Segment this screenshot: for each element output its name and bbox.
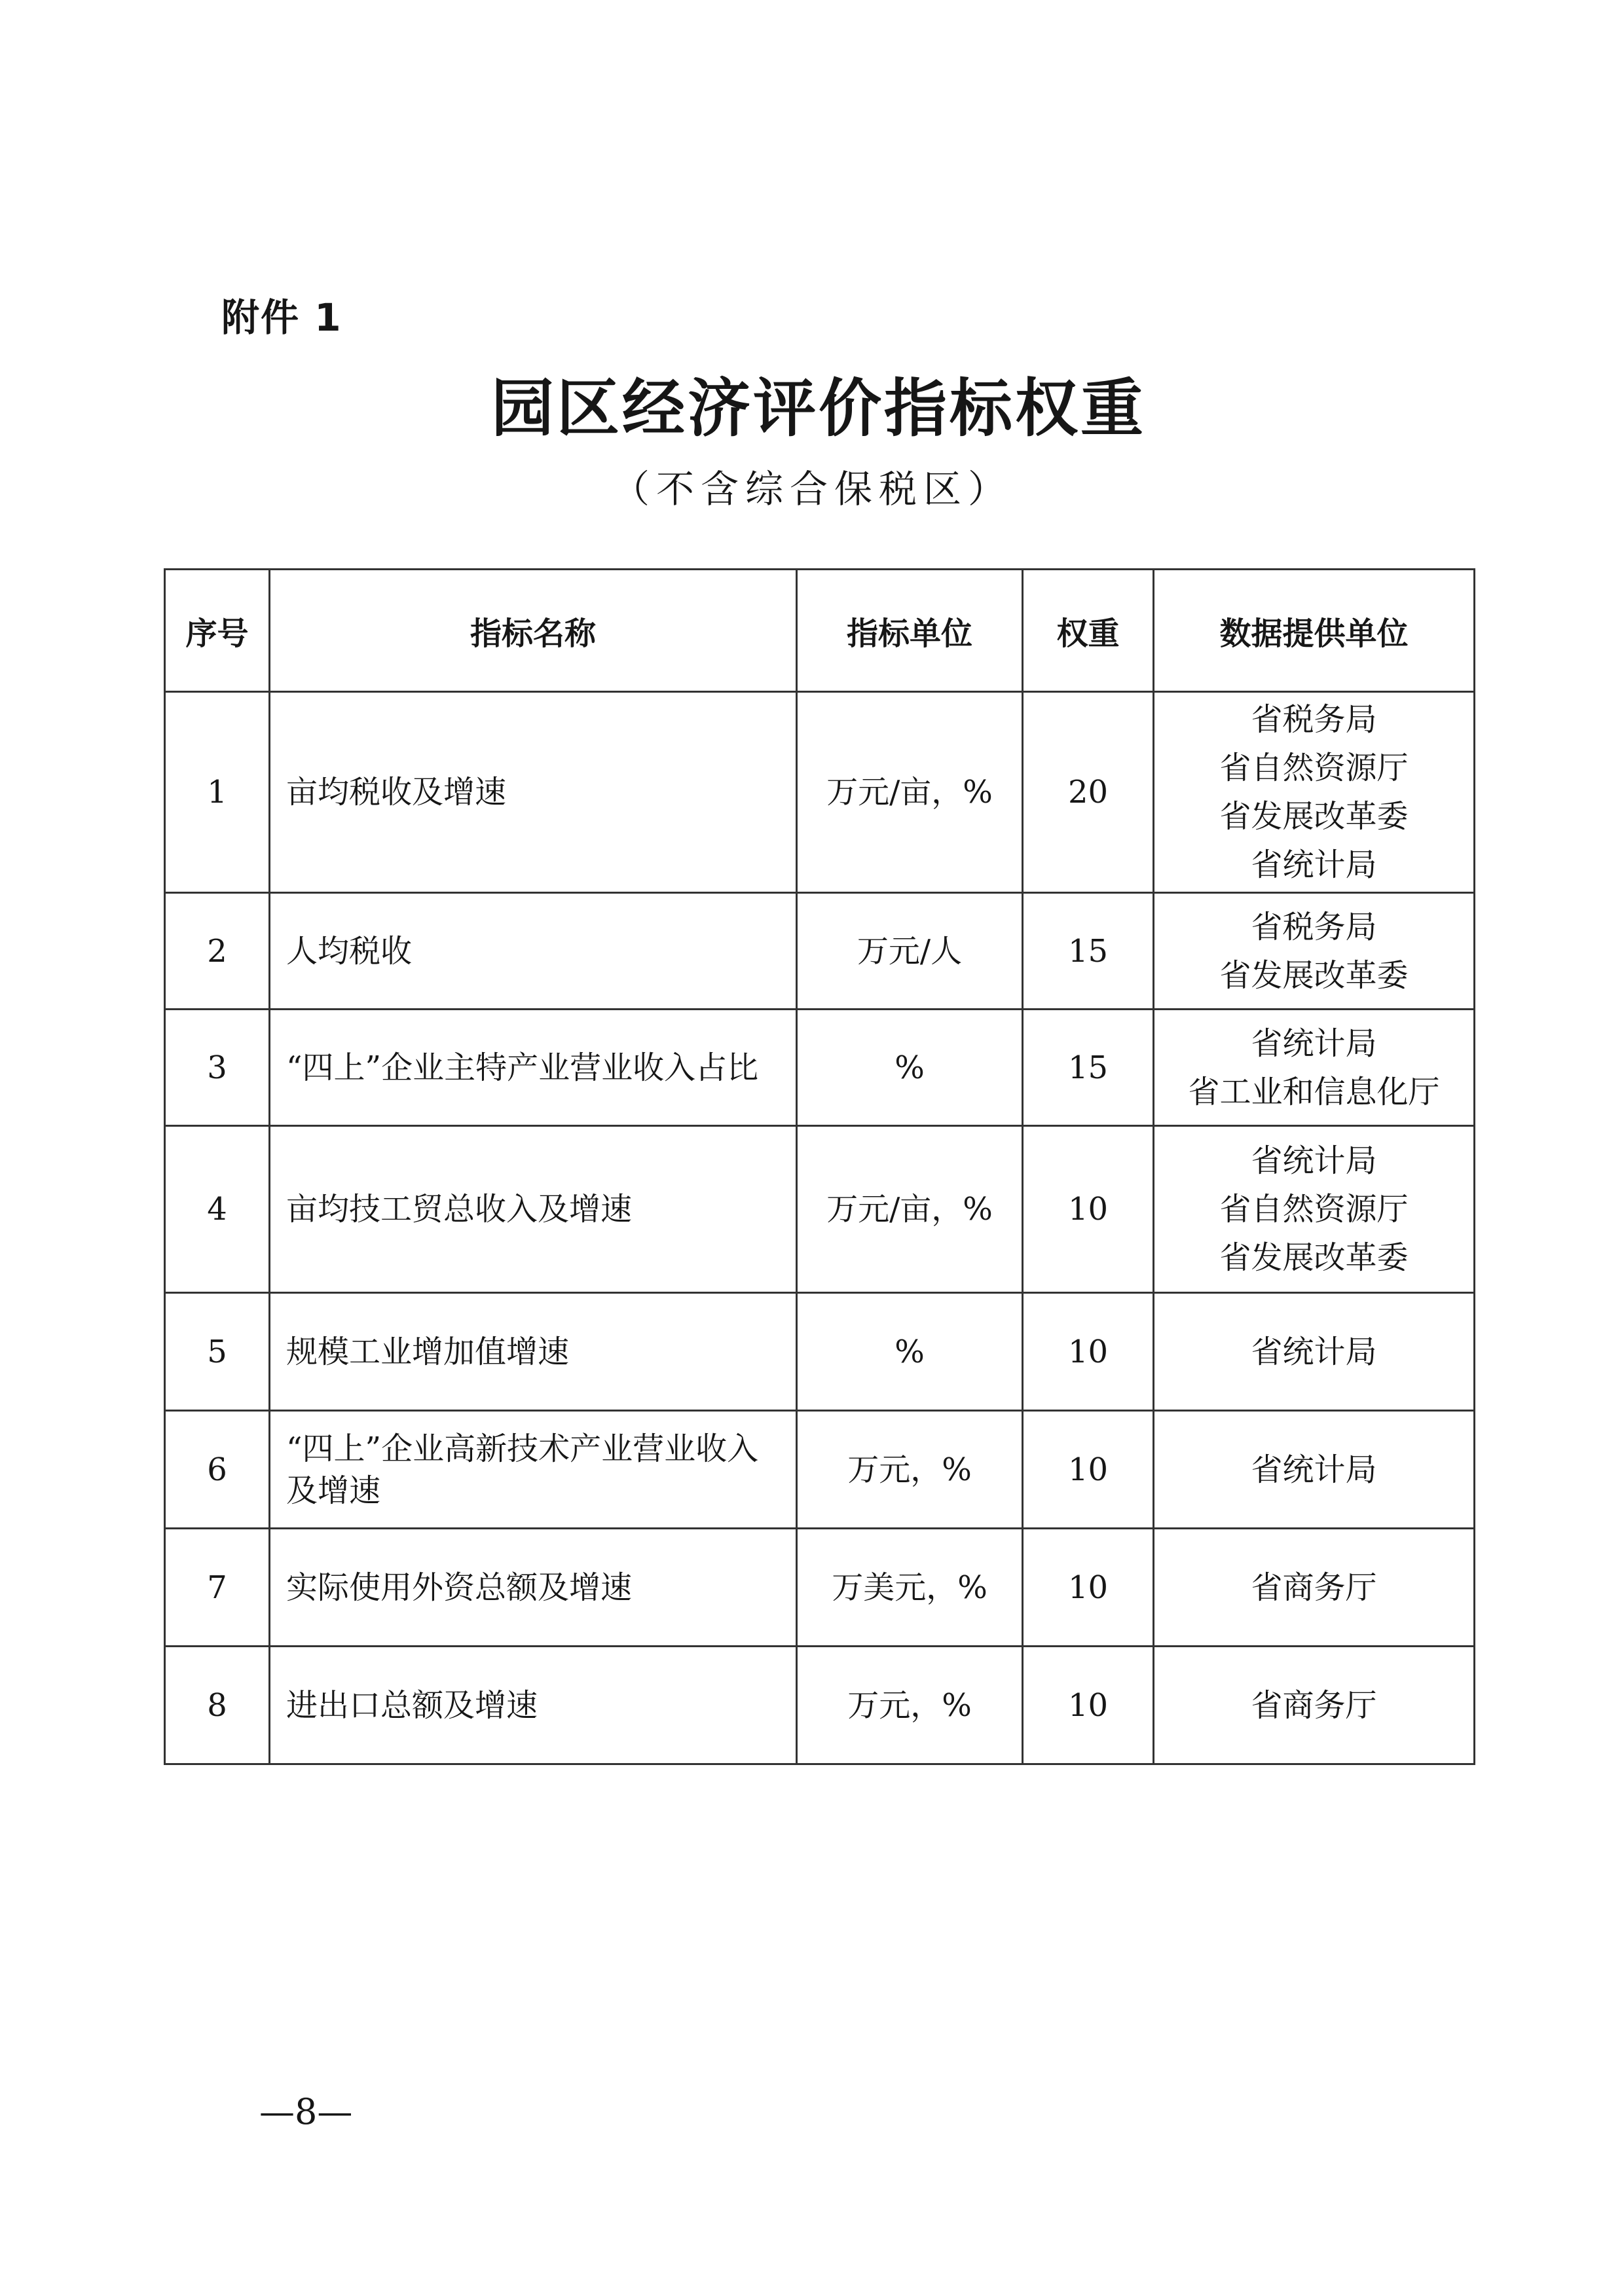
data-provider-cell [1154, 1126, 1475, 1293]
indicator-weight: 15 [1023, 1010, 1154, 1126]
table-row [165, 893, 1475, 1010]
data-provider-cell [1154, 1293, 1475, 1411]
data-provider: 省发展改革委 [1219, 957, 1409, 994]
row-number: 5 [165, 1293, 270, 1411]
table-row [165, 1647, 1475, 1764]
indicator-name: “四上”企业高新技术产业营业收入及增速 [270, 1411, 797, 1529]
indicator-weight: 15 [1023, 893, 1154, 1010]
data-provider-cell [1154, 692, 1475, 893]
attachment-label: 附件 1 [221, 295, 342, 340]
table-row [165, 1529, 1475, 1647]
data-provider: 省统计局 [1251, 847, 1377, 883]
data-provider: 省统计局 [1251, 1142, 1377, 1179]
header-indicator-name: 指标名称 [270, 570, 797, 692]
indicator-name: 进出口总额及增速 [270, 1647, 797, 1764]
data-provider: 省税务局 [1251, 701, 1377, 738]
data-provider: 省自然资源厅 [1219, 750, 1409, 786]
data-provider: 省发展改革委 [1219, 798, 1409, 835]
indicator-unit: 万元/亩，% [797, 1126, 1023, 1293]
indicator-unit: 万元/人 [797, 893, 1023, 1010]
table-row [165, 1126, 1475, 1293]
header-weight: 权重 [1023, 570, 1154, 692]
indicator-unit: 万元/亩，% [797, 692, 1023, 893]
row-number: 7 [165, 1529, 270, 1647]
data-provider-cell [1154, 1529, 1475, 1647]
data-provider: 省统计局 [1251, 1451, 1377, 1488]
document-subtitle: （不含综合保税区） [611, 467, 1012, 511]
data-provider: 省统计局 [1251, 1025, 1377, 1062]
data-provider: 省统计局 [1251, 1333, 1377, 1370]
data-provider: 省工业和信息化厅 [1188, 1073, 1440, 1110]
row-number: 1 [165, 692, 270, 893]
indicator-weight: 20 [1023, 692, 1154, 893]
table-row [165, 1411, 1475, 1529]
indicator-name: 实际使用外资总额及增速 [270, 1529, 797, 1647]
data-provider: 省税务局 [1251, 908, 1377, 945]
indicator-unit: % [797, 1010, 1023, 1126]
indicator-weight: 10 [1023, 1411, 1154, 1529]
indicator-weight: 10 [1023, 1126, 1154, 1293]
data-provider: 省自然资源厅 [1219, 1191, 1409, 1228]
row-number: 8 [165, 1647, 270, 1764]
indicator-unit: 万元，% [797, 1411, 1023, 1529]
table-header-row [165, 570, 1475, 692]
header-serial-number: 序号 [165, 570, 270, 692]
indicator-weight: 10 [1023, 1529, 1154, 1647]
indicator-unit: 万元，% [797, 1647, 1023, 1764]
table-row [165, 1293, 1475, 1411]
indicator-weight: 10 [1023, 1647, 1154, 1764]
table-row [165, 692, 1475, 893]
row-number: 2 [165, 893, 270, 1010]
indicator-name: 亩均税收及增速 [270, 692, 797, 893]
document-title: 园区经济评价指标权重 [491, 371, 1146, 445]
data-provider-cell [1154, 893, 1475, 1010]
indicator-name: 亩均技工贸总收入及增速 [270, 1126, 797, 1293]
row-number: 4 [165, 1126, 270, 1293]
data-provider-cell [1154, 1010, 1475, 1126]
data-provider: 省商务厅 [1251, 1686, 1377, 1724]
indicator-name: 人均税收 [270, 893, 797, 1010]
indicator-name: 规模工业增加值增速 [270, 1293, 797, 1411]
data-provider: 省发展改革委 [1219, 1239, 1409, 1276]
page-number: —8— [259, 2091, 353, 2132]
indicator-name: “四上”企业主特产业营业收入占比 [270, 1010, 797, 1126]
indicator-unit: 万美元，% [797, 1529, 1023, 1647]
row-number: 6 [165, 1411, 270, 1529]
data-provider: 省商务厅 [1251, 1569, 1377, 1606]
data-provider-cell [1154, 1647, 1475, 1764]
indicator-weight: 10 [1023, 1293, 1154, 1411]
indicator-unit: % [797, 1293, 1023, 1411]
header-data-provider: 数据提供单位 [1154, 570, 1475, 692]
indicator-weight-table [164, 568, 1475, 1765]
data-provider-cell [1154, 1411, 1475, 1529]
row-number: 3 [165, 1010, 270, 1126]
table-row [165, 1010, 1475, 1126]
header-indicator-unit: 指标单位 [797, 570, 1023, 692]
